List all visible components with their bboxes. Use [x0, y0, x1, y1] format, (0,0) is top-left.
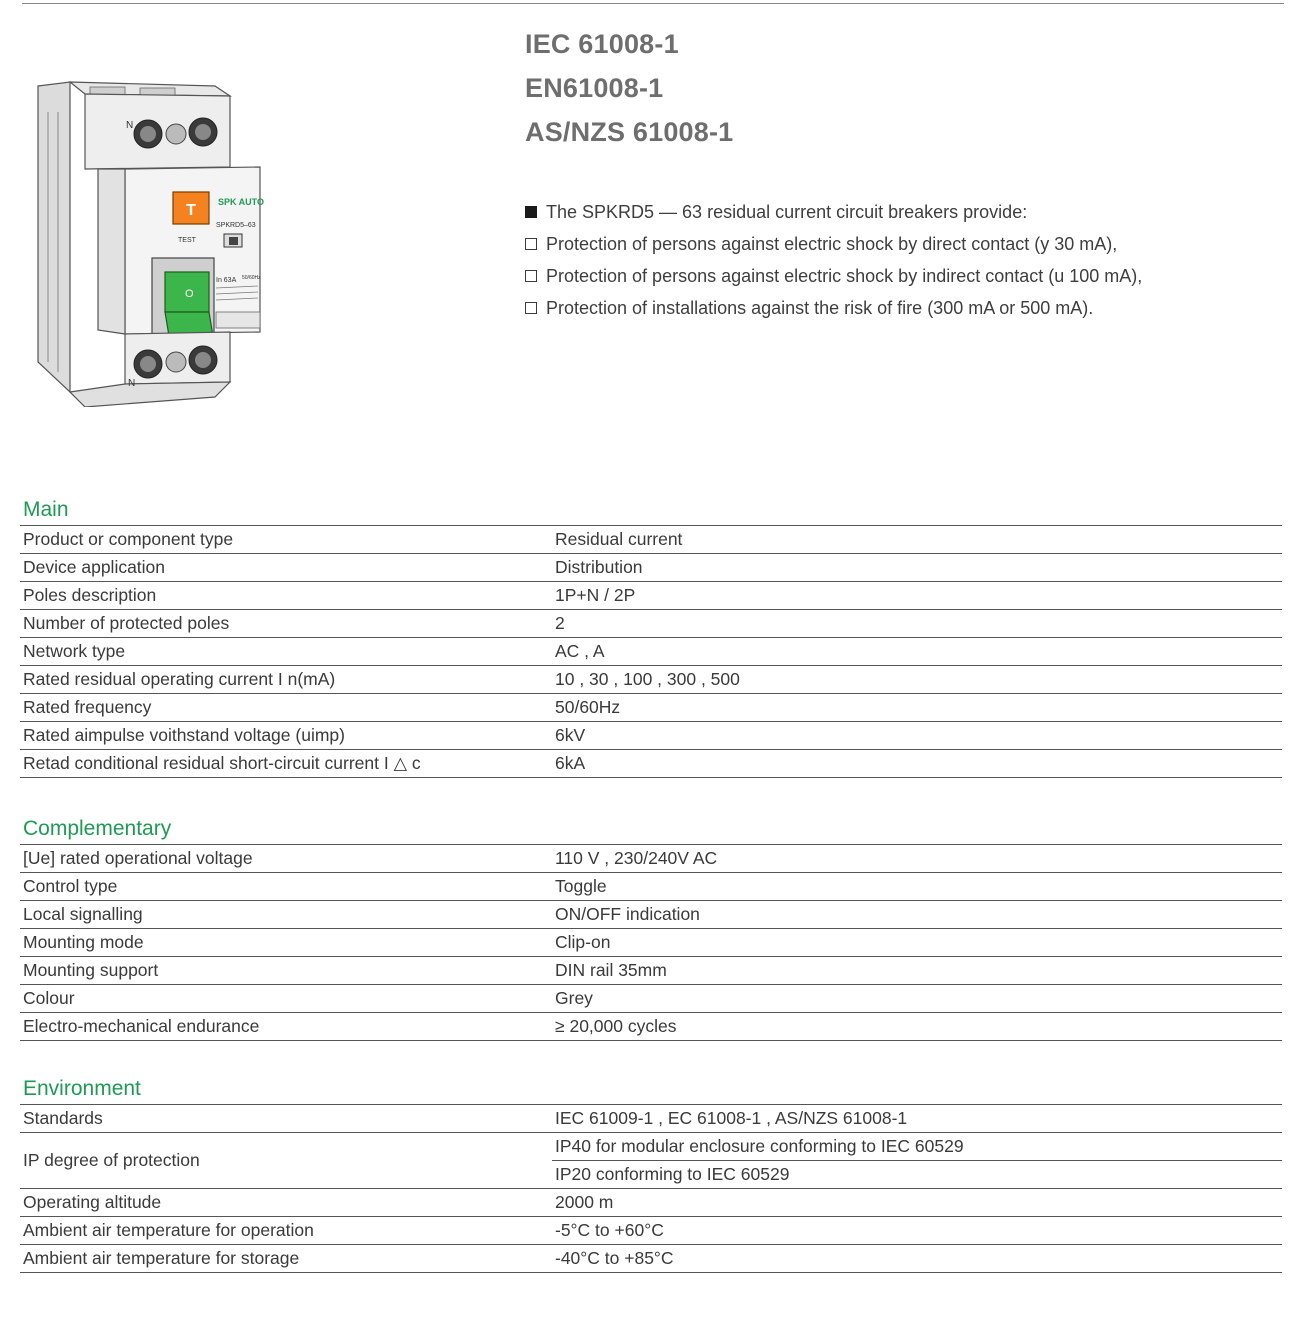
table-row [20, 750, 1282, 778]
section-title: Main [23, 498, 69, 521]
table-row [20, 845, 1282, 873]
table-row [20, 1189, 1282, 1217]
brand-label: SPK AUTO [218, 197, 265, 207]
spec-table-complementary [20, 844, 1282, 1041]
handle-symbol: O [185, 288, 194, 300]
rating-label: In 63A [216, 277, 237, 284]
row-label: Network type [23, 641, 126, 661]
row-value: IP20 conforming to IEC 60529 [555, 1164, 790, 1184]
row-value: 50/60Hz [555, 697, 621, 717]
section-complementary [20, 816, 1282, 1041]
row-label: Device application [23, 557, 166, 577]
svg-text:T: T [186, 202, 196, 219]
row-label: Electro-mechanical endurance [23, 1016, 260, 1036]
row-value: Clip-on [555, 932, 611, 952]
row-value: Toggle [555, 876, 607, 896]
row-value: ON/OFF indication [555, 904, 700, 924]
row-value: ≥ 20,000 cycles [555, 1016, 677, 1036]
standard-iec: IEC 61008-1 [525, 29, 679, 59]
row-value: -40°C to +85°C [555, 1248, 674, 1268]
row-value: Residual current [555, 529, 683, 549]
row-value: 6kA [555, 753, 586, 773]
row-label: Rated aimpulse voithstand voltage (uimp) [23, 725, 345, 745]
spec-table-main [20, 525, 1282, 778]
row-label: Number of protected poles [23, 613, 230, 633]
row-value: DIN rail 35mm [555, 960, 667, 980]
feature-list [525, 196, 1285, 324]
row-value: 10 , 30 , 100 , 300 , 500 [555, 669, 740, 689]
feature-item: Protection of persons against electric shock by indirect contact (u 100 mA), [525, 260, 1285, 292]
table-row [20, 582, 1282, 610]
table-row [20, 957, 1282, 985]
row-label: Standards [23, 1108, 103, 1128]
table-row [20, 554, 1282, 582]
table-row [20, 1217, 1282, 1245]
table-row [20, 526, 1282, 554]
row-label: Mounting mode [23, 932, 144, 952]
model-label: SPKRD5–63 [216, 222, 256, 229]
terminal-label-top: N [126, 120, 134, 131]
hollow-square-bullet-icon [525, 270, 537, 282]
hollow-square-bullet-icon [525, 238, 537, 250]
row-label: Ambient air temperature for storage [23, 1248, 300, 1268]
row-value: Grey [555, 988, 593, 1008]
table-row [20, 610, 1282, 638]
row-value: IP40 for modular enclosure conforming to IEC 60529 [552, 1133, 1282, 1161]
row-label: Ambient air temperature for operation [23, 1220, 314, 1240]
row-label: Control type [23, 876, 118, 896]
row-label: IP degree of protection [23, 1150, 200, 1170]
row-label: Local signalling [23, 904, 143, 924]
row-label: Mounting support [23, 960, 159, 980]
table-row [20, 873, 1282, 901]
hollow-square-bullet-icon [525, 302, 537, 314]
row-label: Rated frequency [23, 697, 152, 717]
row-label: Poles description [23, 585, 157, 605]
row-value: 2000 m [555, 1192, 614, 1212]
table-row [20, 1245, 1282, 1273]
standard-en: EN61008-1 [525, 73, 664, 103]
row-label: [Ue] rated operational voltage [23, 848, 253, 868]
table-row [20, 666, 1282, 694]
table-row [20, 1013, 1282, 1041]
section-environment [20, 1076, 1282, 1273]
standard-asnzs: AS/NZS 61008-1 [525, 117, 734, 147]
rccb-product-image [30, 72, 280, 407]
row-value [552, 1133, 1282, 1188]
table-row [20, 694, 1282, 722]
row-value: 6kV [555, 725, 586, 745]
row-value: 2 [555, 613, 565, 633]
feature-item: The SPKRD5 — 63 residual current circuit breakers provide: [525, 196, 1285, 228]
test-label: TEST [178, 237, 196, 244]
table-row [20, 1133, 1282, 1189]
row-value: AC , A [555, 641, 605, 661]
row-value: 110 V , 230/240V AC [555, 848, 718, 868]
row-label: Retad conditional residual short-circuit current I △ c [23, 753, 421, 773]
spec-table-environment [20, 1104, 1282, 1273]
section-main [20, 497, 1282, 778]
frequency-label: 50/60Hz [242, 275, 261, 281]
row-value: 1P+N / 2P [555, 585, 636, 605]
table-row [20, 638, 1282, 666]
terminal-label-bottom: N [128, 378, 136, 389]
top-divider [22, 3, 1284, 4]
table-row [20, 901, 1282, 929]
table-row [20, 985, 1282, 1013]
row-label: Operating altitude [23, 1192, 162, 1212]
row-label: Product or component type [23, 529, 234, 549]
section-title: Complementary [23, 817, 172, 840]
feature-item: Protection of persons against electric shock by direct contact (y 30 mA), [525, 228, 1285, 260]
row-label: Rated residual operating current I n(mA) [23, 669, 336, 689]
table-row [20, 1105, 1282, 1133]
standards-list [525, 28, 733, 160]
feature-item: Protection of installations against the risk of fire (300 mA or 500 mA). [525, 292, 1285, 324]
row-value: Distribution [555, 557, 643, 577]
table-row [20, 722, 1282, 750]
filled-square-bullet-icon [525, 206, 537, 218]
table-row [20, 929, 1282, 957]
section-title: Environment [23, 1077, 141, 1100]
row-value: -5°C to +60°C [555, 1220, 664, 1240]
row-label: Colour [23, 988, 75, 1008]
row-value: IEC 61009-1 , EC 61008-1 , AS/NZS 61008-1 [555, 1108, 908, 1128]
